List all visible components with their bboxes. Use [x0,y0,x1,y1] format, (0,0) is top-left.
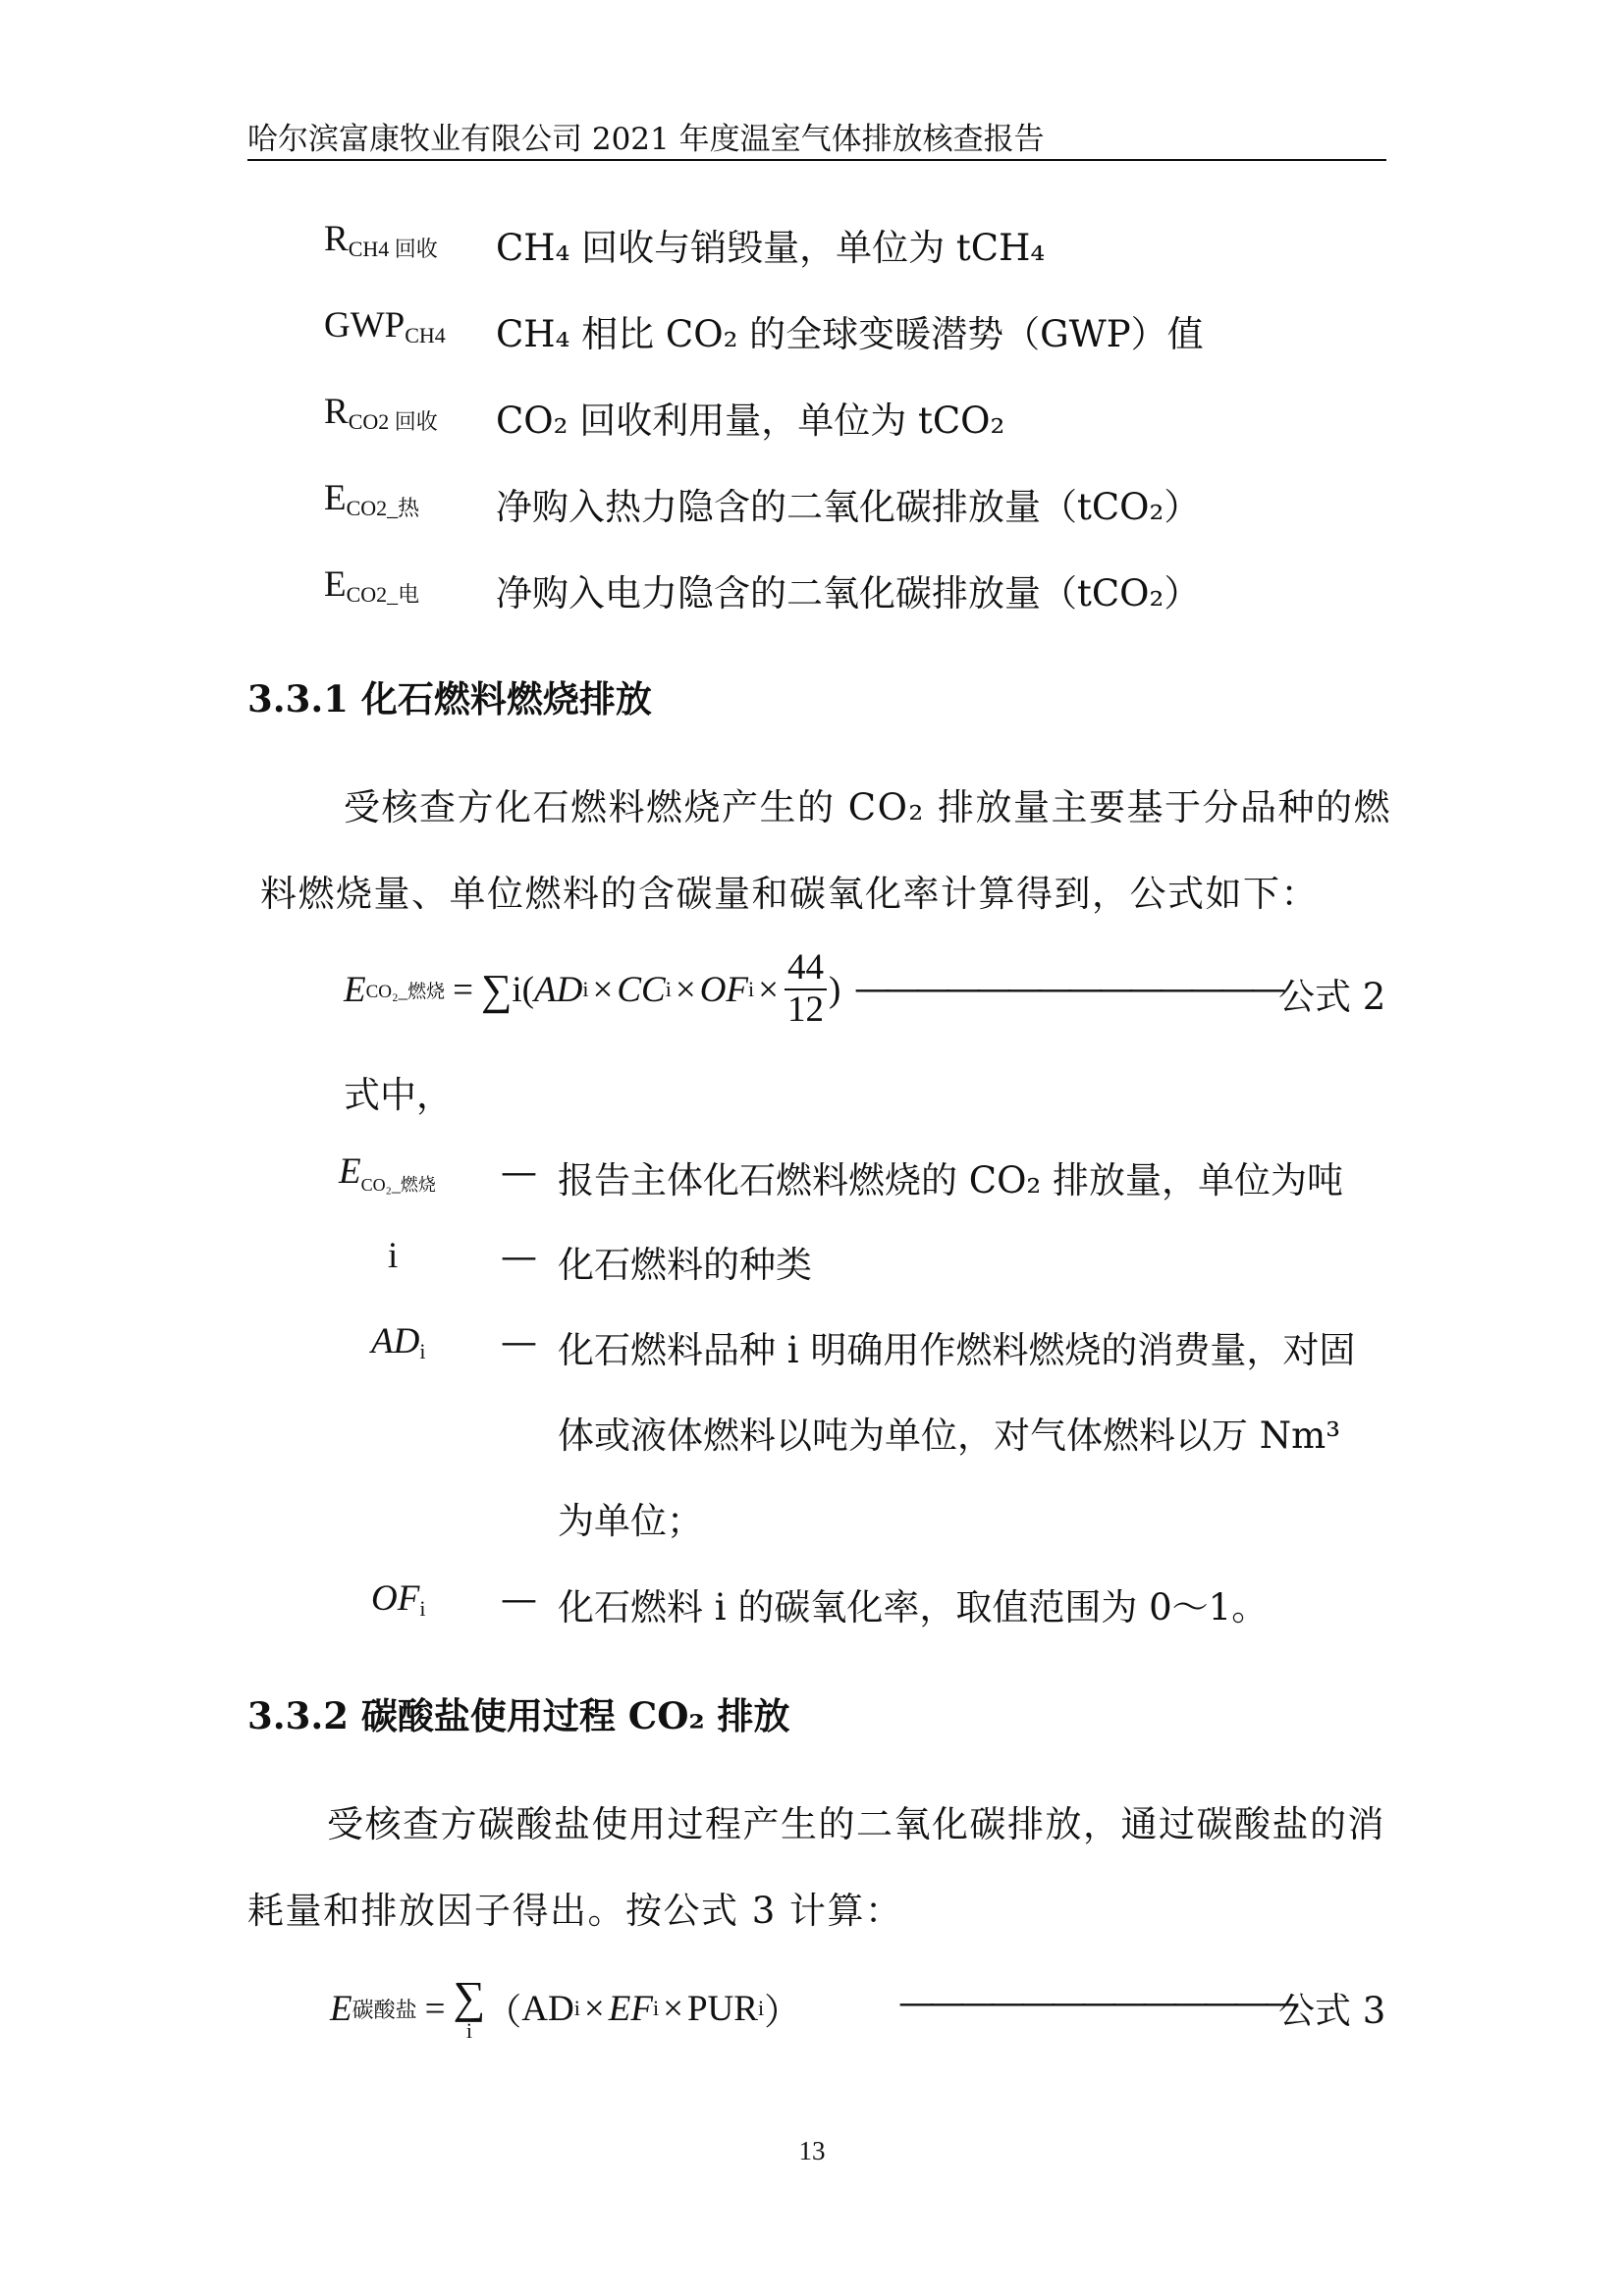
paragraph-line: 受核查方碳酸盐使用过程产生的二氧化碳排放，通过碳酸盐的消 [327,1803,1385,1845]
formula-3-leader: ————————————— [898,1981,1294,2023]
var-dash: — [501,1150,537,1193]
var-symbol-of: $OF_i$ [371,1578,426,1621]
section-heading-3-3-2: 3.3.2 碳酸盐使用过程 CO₂ 排放 [247,1694,790,1737]
def-symbol-e-co2-elec: $E_{CO2\_电}$ [324,564,420,607]
summation-operator: ∑ i [453,1972,486,2043]
formula-2-label: 公式 2 [1278,976,1386,1018]
def-symbol-r-co2: $R_{CO2 回收}$ [324,392,438,434]
var-def-ad: 化石燃料品种 i 明确用作燃料燃烧的消费量，对固 [558,1329,1356,1371]
def-symbol-r-ch4: $R_{CH4 回收}$ [324,219,438,261]
def-text-e-co2-elec: 净购入电力隐含的二氧化碳排放量（tCO₂） [496,572,1201,614]
var-dash: — [501,1577,537,1620]
var-symbol-e-co2-combustion: $E_{CO_2\_燃烧}$ [339,1151,436,1195]
var-def-e-co2-combustion: 报告主体化石燃料燃烧的 CO₂ 排放量，单位为吨 [558,1159,1343,1201]
var-symbol-ad: $AD_i$ [371,1321,426,1363]
page-number: 13 [798,2136,826,2165]
var-def-i: 化石燃料的种类 [558,1244,812,1286]
paragraph-line: 料燃烧量、单位燃料的含碳量和碳氧化率计算得到，公式如下： [260,873,1319,915]
paragraph-line: 受核查方化石燃料燃烧产生的 CO₂ 排放量主要基于分品种的燃 [344,786,1391,828]
def-text-gwp-ch4: CH₄ 相比 CO₂ 的全球变暖潜势（GWP）值 [496,313,1204,355]
formula-2-leader: —————————————— [854,967,1280,1009]
header-rule [247,159,1386,161]
var-def-ad-continuation: 体或液体燃料以吨为单位，对气体燃料以万 Nm³ [558,1415,1341,1457]
var-def-of: 化石燃料 i 的碳氧化率，取值范围为 0～1。 [558,1586,1269,1629]
def-symbol-gwp-ch4: $GWP_{CH4}$ [324,305,446,347]
paragraph-line: 耗量和排放因子得出。按公式 3 计算： [247,1890,903,1932]
formula-2: E CO₂_燃烧 = ∑ i( AD i × CC i × OF i × $\frac{44}{12}$ ) [344,947,841,1030]
def-symbol-e-co2-heat: $E_{CO2\_热}$ [324,478,420,520]
var-symbol-i: i [388,1236,399,1276]
page-header-title: 哈尔滨富康牧业有限公司 2021 年度温室气体排放核查报告 [247,122,1045,157]
var-dash: — [501,1320,537,1362]
var-dash: — [501,1235,537,1277]
section-heading-3-3-1: 3.3.1 化石燃料燃烧排放 [247,677,652,721]
var-def-ad-continuation: 为单位； [558,1500,703,1542]
fraction-44-12: $\frac{44}{12}$ [785,948,827,1030]
def-text-e-co2-heat: 净购入热力隐含的二氧化碳排放量（tCO₂） [496,486,1201,528]
formula-3: E 碳酸盐 = ∑ i （ AD i × EF i × PUR i ） [330,1972,801,2043]
where-label: 式中， [344,1074,453,1116]
def-text-r-co2: CO₂ 回收利用量，单位为 tCO₂ [496,400,1005,442]
formula-3-label: 公式 3 [1278,1990,1386,2032]
def-text-r-ch4: CH₄ 回收与销毁量，单位为 tCH₄ [496,227,1046,269]
